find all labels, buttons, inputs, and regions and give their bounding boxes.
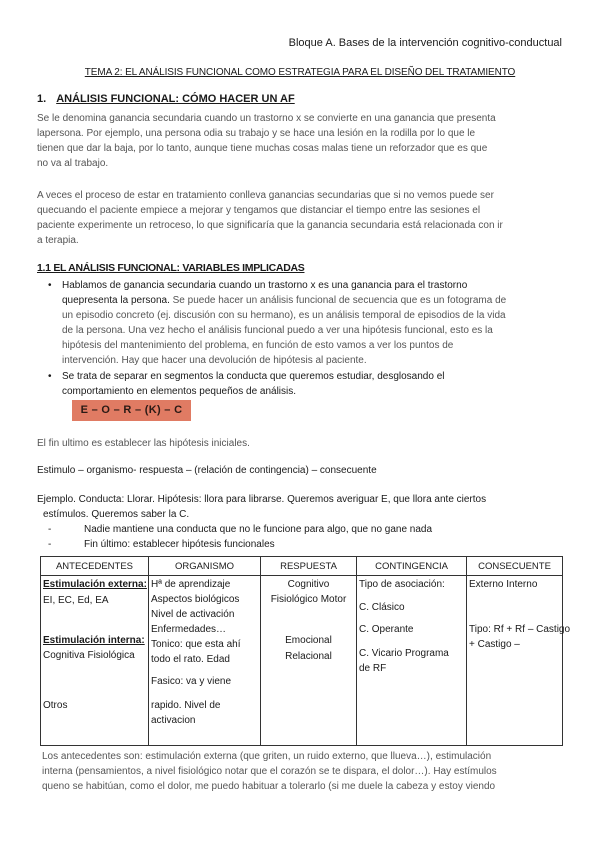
text-line: Se puede hacer un análisis funcional de secuencia que es un fotograma de [169,295,507,306]
text-line: a terapia. [37,235,79,246]
text-line: Tipo: Rf + Rf – Castigo [469,624,571,635]
header-organismo: ORGANISMO [149,557,261,576]
text-line: Ejemplo. Conducta: Llorar. Hipótesis: llora para librarse. Queremos averiguar E, que llora ante ciertos [37,494,487,505]
header-consecuente: CONSECUENTE [467,557,563,576]
section-1-1-heading: 1.1 EL ANÁLISIS FUNCIONAL: VARIABLES IMPLICADAS [37,262,305,274]
text-line: Tonico: que esta ahí [151,639,241,650]
bullet-dot-icon: • [48,280,52,291]
dash-list [42,522,562,552]
text-line: C. Clásico [359,602,405,613]
text-line: queno se habitúan, como el dolor, me puedo habituar a tolerarlo (si me duele la cabeza y estoy viendo [42,781,496,792]
closing-paragraph [42,749,564,794]
text-line: un episodio concreto (ej. discusión con su hermano), es un análisis temporal de episodios de la vida [62,310,506,321]
text-line: C. Vicario Programa [359,648,449,659]
text-line: Enfermedades… [151,624,227,635]
cell-respuesta [261,576,357,746]
text-line: lapersona. Por ejemplo, una persona odia su trabajo y se hace una lesión en la rodilla por lo que le [37,128,476,139]
text-line: Hablamos de ganancia secundaria cuando un trastorno x es una ganancia para el trastorno [62,280,468,291]
text-line: rapido. Nivel de [151,700,221,711]
section-1-number: 1. [37,93,47,105]
list-item [42,522,562,537]
text-line: quepresenta la persona. [62,295,170,306]
int-title: Estimulación interna: [43,635,145,646]
bullet-item-1 [48,278,564,368]
text-line: Emocional [285,635,332,646]
text-line: de RF [359,663,387,674]
text-line: Se trata de separar en segmentos la conducta que queremos estudiar, desglosando el [62,371,445,382]
text-line: estímulos. Queremos saber la C. [43,509,190,520]
text-line: tienen que dar la baja, por lo tanto, aunque tiene muchas cosas malas tiene un reforzador que es que [37,143,488,154]
text-line: todo el rato. Edad [151,654,230,665]
text-line: Los antecedentes son: estimulación externa (que griten, un ruido externo, que llueva…), estimulación [42,751,492,762]
ejemplo-paragraph [37,492,565,522]
topic-title: TEMA 2: EL ANÁLISIS FUNCIONAL COMO ESTRATEGIA PARA EL DISEÑO DEL TRATAMIENTO [84,67,516,78]
otros: Otros [43,700,68,711]
text-line: comportamiento en elementos pequeños de análisis. [62,386,297,397]
section-1-title: ANÁLISIS FUNCIONAL: CÓMO HACER UN AF [56,93,295,105]
text-line: no va al trabajo. [37,158,109,169]
cell-antecedentes [41,576,149,746]
text-line: quecuando el paciente empiece a mejorar y tengamos que distanciar el tiempo entre las sesiones el [37,205,481,216]
estimulo-line: Estimulo – organismo- respuesta – (relación de contingencia) – consecuente [37,465,377,476]
text-line: hipótesis del mantenimiento del problema, en función de esto vamos a ver los puntos de [62,340,454,351]
text-line: interna (pensamientos, a nivel fisiológico notar que el corazón se te dispara, el dolor…). Hay estímulos [42,766,497,777]
bullet-item-2 [48,369,564,399]
text-line: Aspectos biológicos [151,594,240,605]
text-line: intervención. Hay que hacer una devolución de hipótesis al paciente. [62,355,367,366]
text-line: Cognitivo [287,579,330,590]
fin-ultimo-line: El fin ultimo es establecer las hipótesis iniciales. [37,438,250,449]
cell-contingencia [357,576,467,746]
list-item-text: Nadie mantiene una conducta que no le funcione para algo, que no gane nada [84,524,433,535]
text-line: Hª de aprendizaje [151,579,231,590]
table-header-row [41,557,563,576]
paragraph-ganancia-secundaria [37,111,565,171]
eorkc-formula-box: E – O – R – (K) – C [72,400,191,421]
text-line: Fasico: va y viene [151,676,232,687]
bullet-dot-icon: • [48,371,52,382]
text-line: A veces el proceso de estar en tratamiento conlleva ganancias secundarias que si no vemos puede ser [37,190,494,201]
page-header: Bloque A. Bases de la intervención cognitivo-conductual [288,37,562,49]
header-antecedentes: ANTECEDENTES [41,557,149,576]
paragraph-tratamiento [37,188,565,248]
text-line: C. Operante [359,624,414,635]
cell-consecuente [467,576,571,746]
text-line: Se le denomina ganancia secundaria cuando un trastorno x se convierte en una ganancia que presenta [37,113,496,124]
cell-organismo [149,576,261,746]
list-item [42,537,562,552]
ext-title: Estimulación externa: [43,579,147,590]
text-line: Externo Interno [469,579,538,590]
functional-analysis-table [40,556,571,746]
text-line: paciente experimente un retroceso, lo que significaría que la ganancia secundaria está relacionada con ir [37,220,503,231]
list-item-text: Fin último: establecer hipótesis funcionales [84,539,275,550]
text-line: Tipo de asociación: [359,579,445,590]
dash-marker: - [48,524,52,535]
header-respuesta: RESPUESTA [261,557,357,576]
section-1-heading [37,93,295,105]
int-items: Cognitiva Fisiológica [43,650,135,661]
table-row [41,576,563,746]
ext-items: EI, EC, Ed, EA [43,595,109,606]
text-line: Relacional [285,651,332,662]
text-line: activacion [151,715,196,726]
text-line: Nivel de activación [151,609,235,620]
text-line: de la persona. Una vez hecho el análisis funcional puedo a ver una hipótesis funcional, esto es la [62,325,493,336]
text-line: + Castigo – [469,639,520,650]
dash-marker: - [48,539,52,550]
header-contingencia: CONTINGENCIA [357,557,467,576]
text-line: Fisiológico Motor [270,594,347,605]
